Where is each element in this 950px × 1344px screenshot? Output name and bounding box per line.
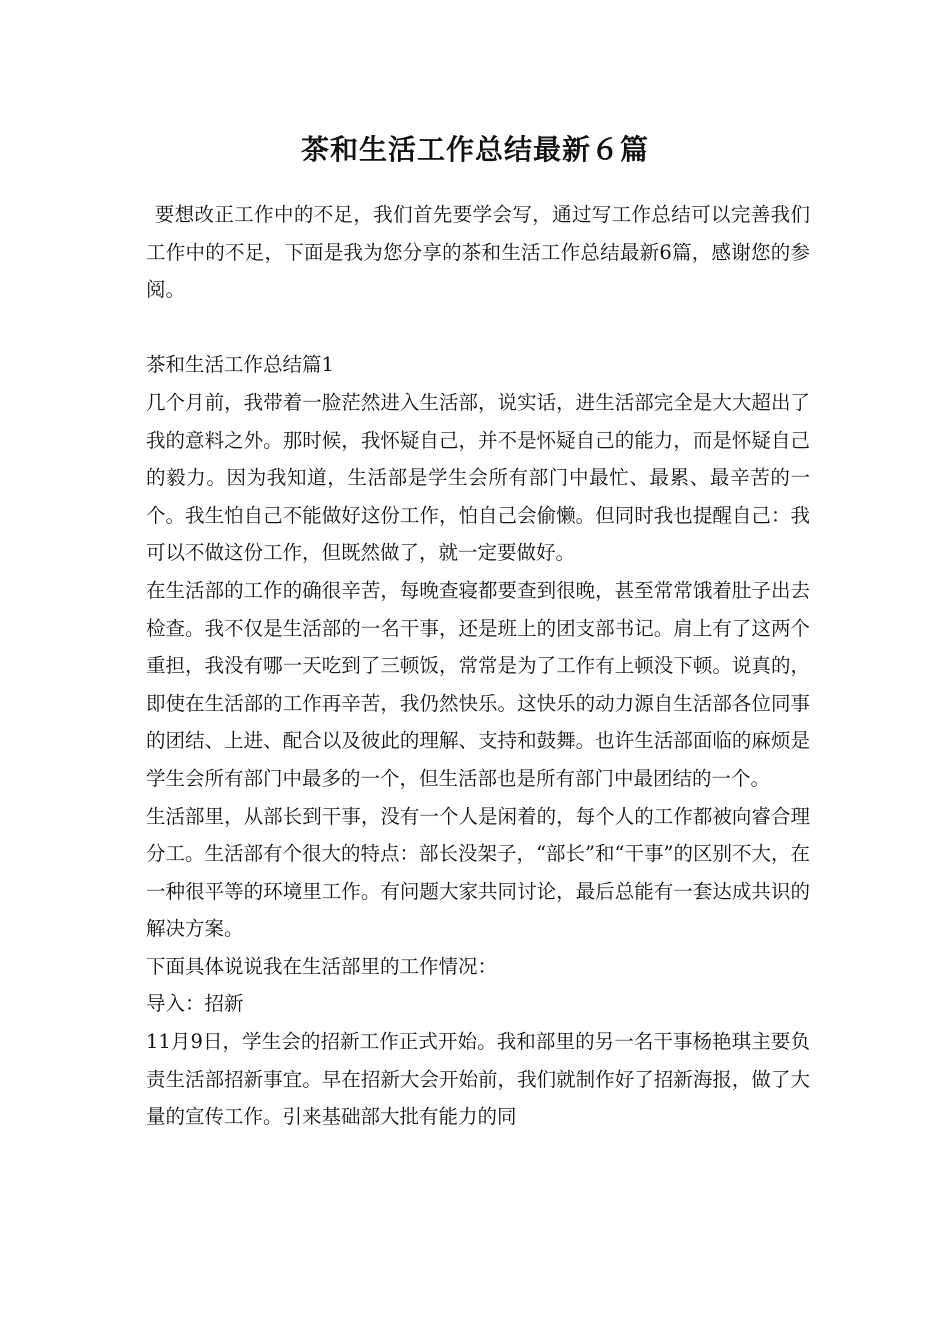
subsection-heading: 导入：招新 — [146, 992, 244, 1016]
body-paragraph: 下面具体说说我在生活部里的工作情况： — [146, 954, 498, 978]
document-body — [146, 196, 810, 1136]
paragraph-spacer — [146, 309, 810, 347]
section-heading: 茶和生活工作总结篇1 — [146, 353, 334, 377]
body-paragraph: 11月9日，学生会的招新工作正式开始。我和部里的另一名干事杨艳琪主要负责生活部招新事宜。早在招新大会开始前，我们就制作好了招新海报，做了大量的宣传工作。引来基础部大批有能力的同 — [146, 1030, 810, 1129]
body-paragraph: 几个月前，我带着一脸茫然进入生活部，说实话，进生活部完全是大大超出了我的意料之外。那时候，我怀疑自己，并不是怀疑自己的能力，而是怀疑自己的毅力。因为我知道，生活部是学生会所有部门中最忙、最累、最辛苦的一个。我生怕自己不能做好这份工作，怕自己会偷懒。但同时我也提醒自己：我可以不做这份工作，但既然做了，就一定要做好。 — [146, 390, 810, 565]
document-title: 茶和生活工作总结最新６篇 — [300, 133, 649, 166]
body-paragraph: 在生活部的工作的确很辛苦，每晚查寝都要查到很晚，甚至常常饿着肚子出去检查。我不仅是生活部的一名干事，还是班上的团支部书记。肩上有了这两个重担，我没有哪一天吃到了三顿饭，常常是为了工作有上顿没下顿。说真的，即使在生活部的工作再辛苦，我仍然快乐。这快乐的动力源自生活部各位同事的团结、上进、配合以及彼此的理解、支持和鼓舞。也许生活部面临的麻烦是学生会所有部门中最多的一个，但生活部也是所有部门中最团结的一个。 — [146, 578, 810, 790]
intro-paragraph: 要想改正工作中的不足，我们首先要学会写，通过写工作总结可以完善我们工作中的不足，下面是我为您分享的茶和生活工作总结最新6篇，感谢您的参阅。 — [146, 203, 810, 302]
body-paragraph: 生活部里，从部长到干事，没有一个人是闲着的，每个人的工作都被向睿合理分工。生活部有个很大的特点：部长没架子，“部长”和“干事”的区别不大，在一种很平等的环境里工作。有问题大家共同讨论，最后总能有一套达成共识的解决方案。 — [146, 804, 810, 941]
